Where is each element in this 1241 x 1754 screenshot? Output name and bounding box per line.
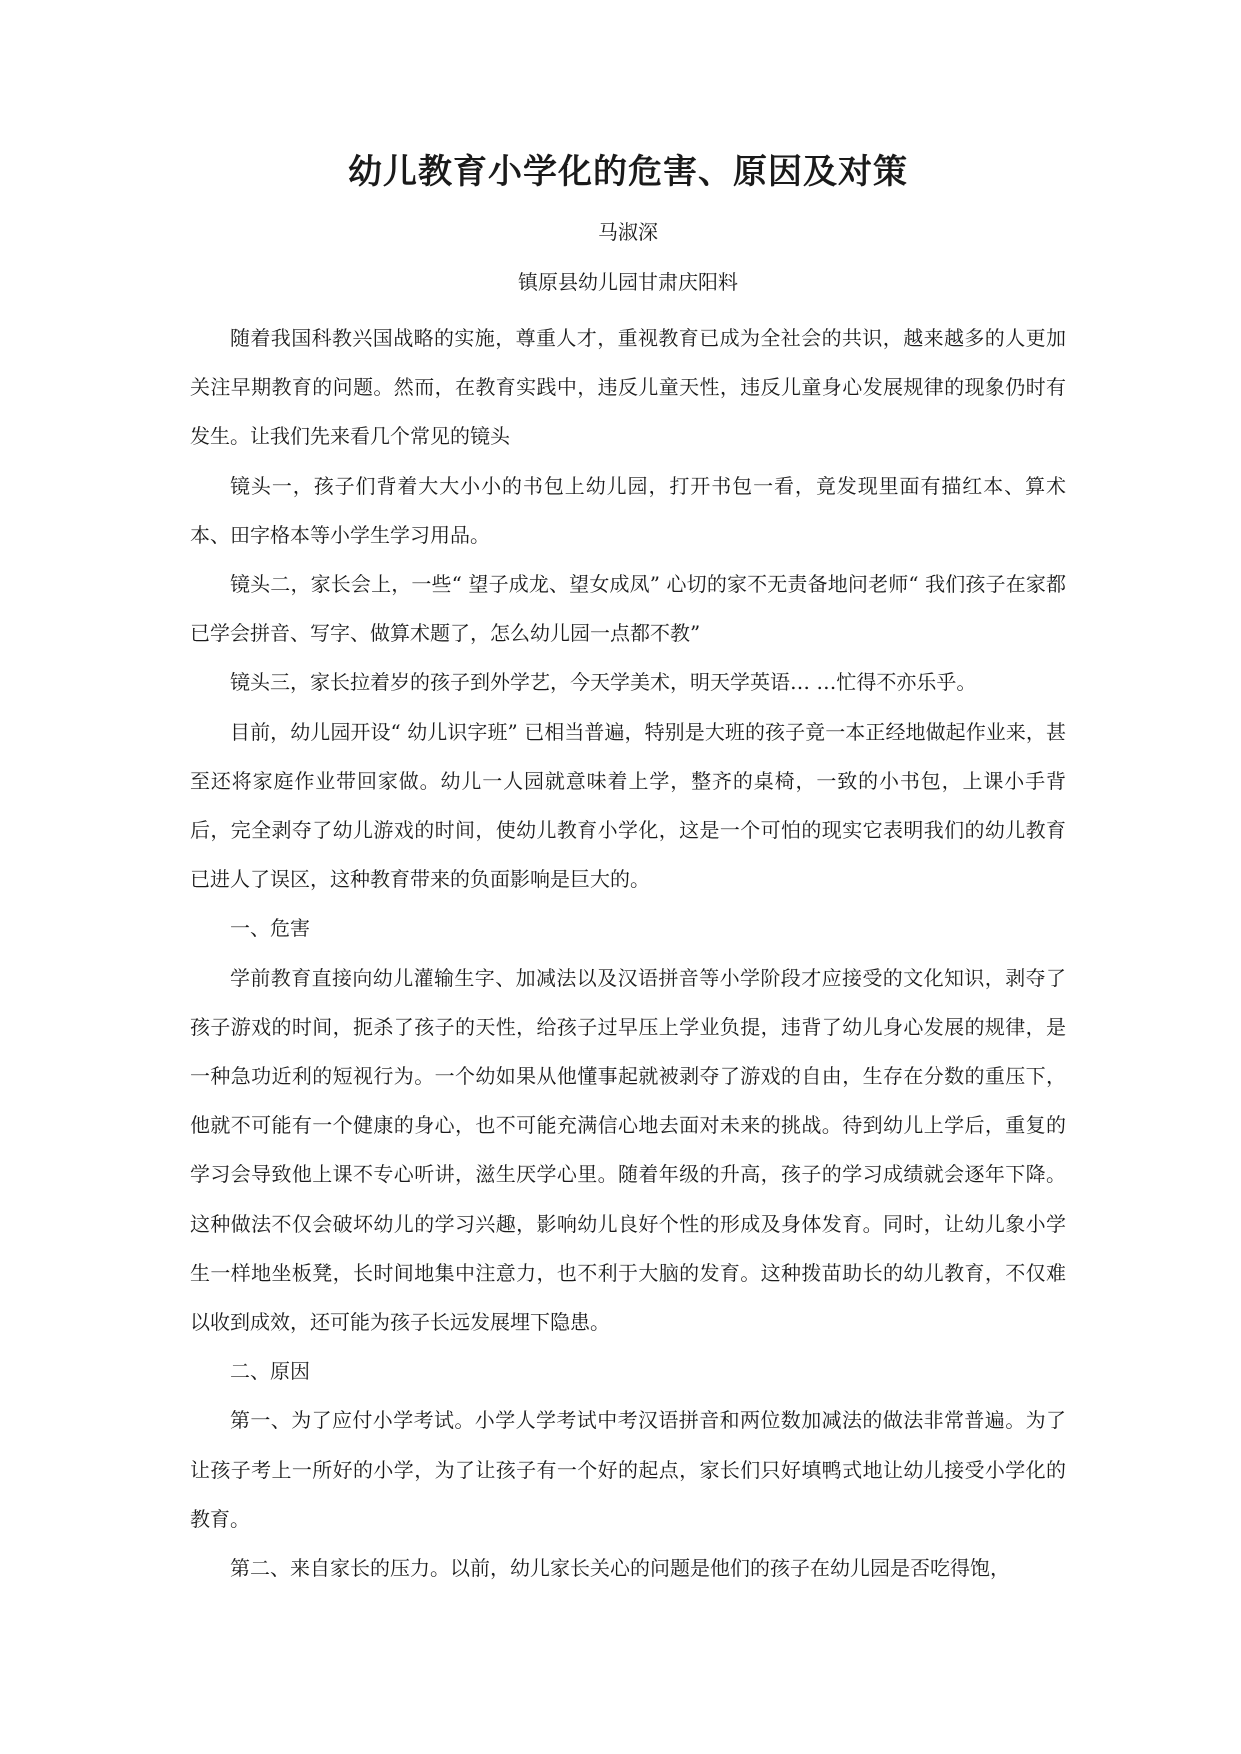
author-name: 马淑深 xyxy=(598,220,658,244)
paragraph-harm: 学前教育直接向幼儿灌输生字、加减法以及汉语拼音等小学阶段才应接受的文化知识，剥夺了孩子游戏的时间，扼杀了孩子的天性，给孩子过早压上学业负提，违背了幼儿身心发展的规律，是一种急功近利的短视行为。一个幼如果从他懂事起就被剥夺了游戏的自由，生存在分数的重压下，他就不可能有一个健康的身心，也不可能充满信心地去面对未来的挑战。待到幼儿上学后，重复的学习会导致他上课不专心听讲，滋生厌学心里。随着年级的升高，孩子的学习成绩就会逐年下降。这种做法不仅会破坏幼儿的学习兴趣，影响幼儿良好个性的形成及身体发育。同时，让幼儿象小学生一样地坐板凳，长时间地集中注意力，也不利于大脑的发育。这种拨苗助长的幼儿教育，不仅难以收到成效，还可能为孩子长远发展埋下隐患。 xyxy=(190,965,1066,1335)
paragraph-scene-1: 镜头一，孩子们背着大大小小的书包上幼儿园，打开书包一看，竟发现里面有描红本、算术本、田字格本等小学生学习用品。 xyxy=(190,473,1066,547)
document-page xyxy=(190,150,1066,1593)
section-heading-cause: 二、原因 xyxy=(230,1359,310,1384)
paragraph-scene-2: 镜头二，家长会上，一些“ 望子成龙、望女成凤” 心切的家不无责备地问老师“ 我们孩子在家都已学会拼音、写字、做算术题了，怎么幼儿园一点都不教” xyxy=(190,572,1066,646)
paragraph-cause-1: 第一、为了应付小学考试。小学人学考试中考汉语拼音和两位数加减法的做法非常普遍。为了让孩子考上一所好的小学，为了让孩子有一个好的起点，家长们只好填鸭式地让幼儿接受小学化的教育。 xyxy=(190,1408,1066,1531)
paragraph-current-situation: 目前，幼儿园开设“ 幼儿识字班” 已相当普遍，特别是大班的孩子竟一本正经地做起作业来，甚至还将家庭作业带回家做。幼儿一人园就意味着上学，整齐的桌椅，一致的小书包，上课小手背后，完全剥夺了幼儿游戏的时间，使幼儿教育小学化，这是一个可怕的现实它表明我们的幼儿教育已进人了误区，这种教育带来的负面影响是巨大的。 xyxy=(190,719,1066,892)
paragraph-intro: 随着我国科教兴国战略的实施，尊重人才，重视教育已成为全社会的共识，越来越多的人更加关注早期教育的问题。然而，在教育实践中，违反儿童天性，违反儿童身心发展规律的现象仍时有发生。让我们先来看几个常见的镜头 xyxy=(190,326,1066,449)
paragraph-scene-3: 镜头三，家长拉着岁的孩子到外学艺，今天学美术，明天学英语… …忙得不亦乐乎。 xyxy=(230,670,977,695)
document-title: 幼儿教育小学化的危害、原因及对策 xyxy=(348,152,908,192)
document-body xyxy=(190,314,1066,1593)
author-affiliation: 镇原县幼儿园甘肃庆阳料 xyxy=(518,270,738,294)
section-heading-harm: 一、危害 xyxy=(230,916,310,941)
paragraph-cause-2: 第二、来自家长的压力。以前，幼儿家长关心的问题是他们的孩子在幼儿园是否吃得饱， xyxy=(230,1556,1010,1581)
